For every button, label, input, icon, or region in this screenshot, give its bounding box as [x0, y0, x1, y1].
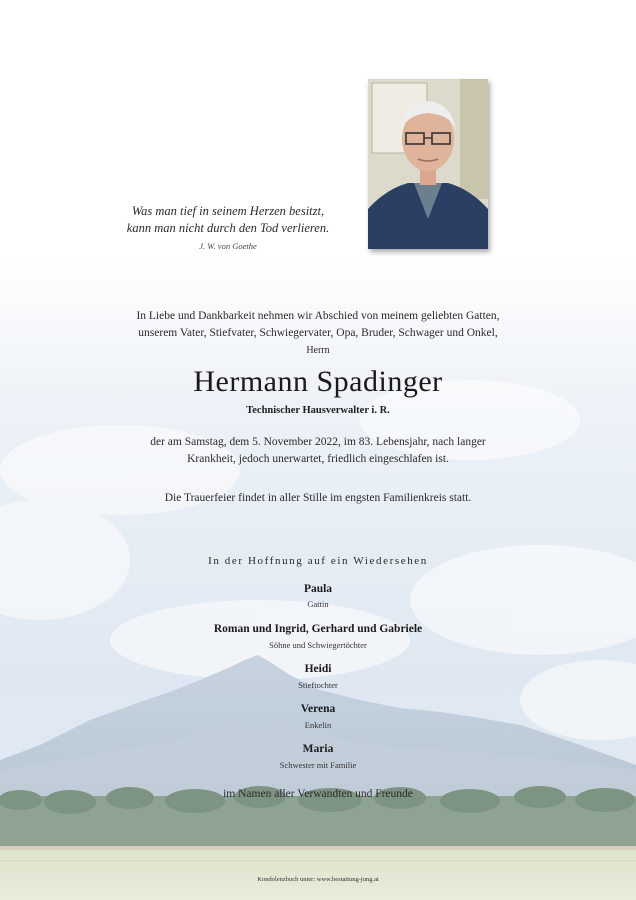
mourner-relation: Schwester mit Familie: [279, 760, 357, 770]
mourner-name: Paula: [303, 583, 333, 595]
death-notice-line-2: Krankheit, jedoch unerwartet, friedlich eingeschlafen ist.: [187, 453, 449, 465]
quote-line-2: kann man nicht durch den Tod verlieren.: [126, 221, 330, 235]
mourner-relation: Gattin: [307, 599, 329, 609]
portrait-image: [368, 79, 488, 249]
deceased-title: Technischer Hausverwalter i. R.: [246, 405, 390, 416]
mourner-name: Verena: [300, 703, 336, 715]
quote-author: J. W. von Goethe: [199, 241, 257, 251]
mourner-relation: Enkelin: [304, 720, 332, 730]
deceased-name: Hermann Spadinger: [193, 365, 443, 398]
mourner-relation: Söhne und Schwiegertöchter: [269, 640, 367, 650]
intro-line-3: Herrn: [306, 345, 330, 356]
quote-line-1: Was man tief in seinem Herzen besitzt,: [131, 204, 325, 218]
intro-line-2: unserem Vater, Stiefvater, Schwiegervater, Opa, Bruder, Schwager und Onkel,: [138, 327, 498, 339]
intro-line-1: In Liebe und Dankbarkeit nehmen wir Abschied von meinem geliebten Gatten,: [136, 310, 500, 322]
portrait-photo: [368, 79, 488, 249]
mourner-name: Roman und Ingrid, Gerhard und Gabriele: [213, 623, 423, 635]
mourner-relation: Stieftochter: [298, 680, 338, 690]
death-notice-line-1: der am Samstag, dem 5. November 2022, im 83. Lebensjahr, nach langer: [150, 436, 486, 448]
mourner-name: Maria: [302, 743, 334, 755]
mourner-name: Heidi: [304, 663, 332, 675]
condolence-book-link[interactable]: Kondolenzbuch unter: www.bestattung-jung.at: [257, 876, 379, 883]
hope-line: In der Hoffnung auf ein Wiedersehen: [208, 555, 428, 567]
funeral-notice: Die Trauerfeier findet in aller Stille im engsten Familienkreis statt.: [164, 492, 472, 504]
closing-line: im Namen aller Verwandten und Freunde: [223, 788, 413, 800]
